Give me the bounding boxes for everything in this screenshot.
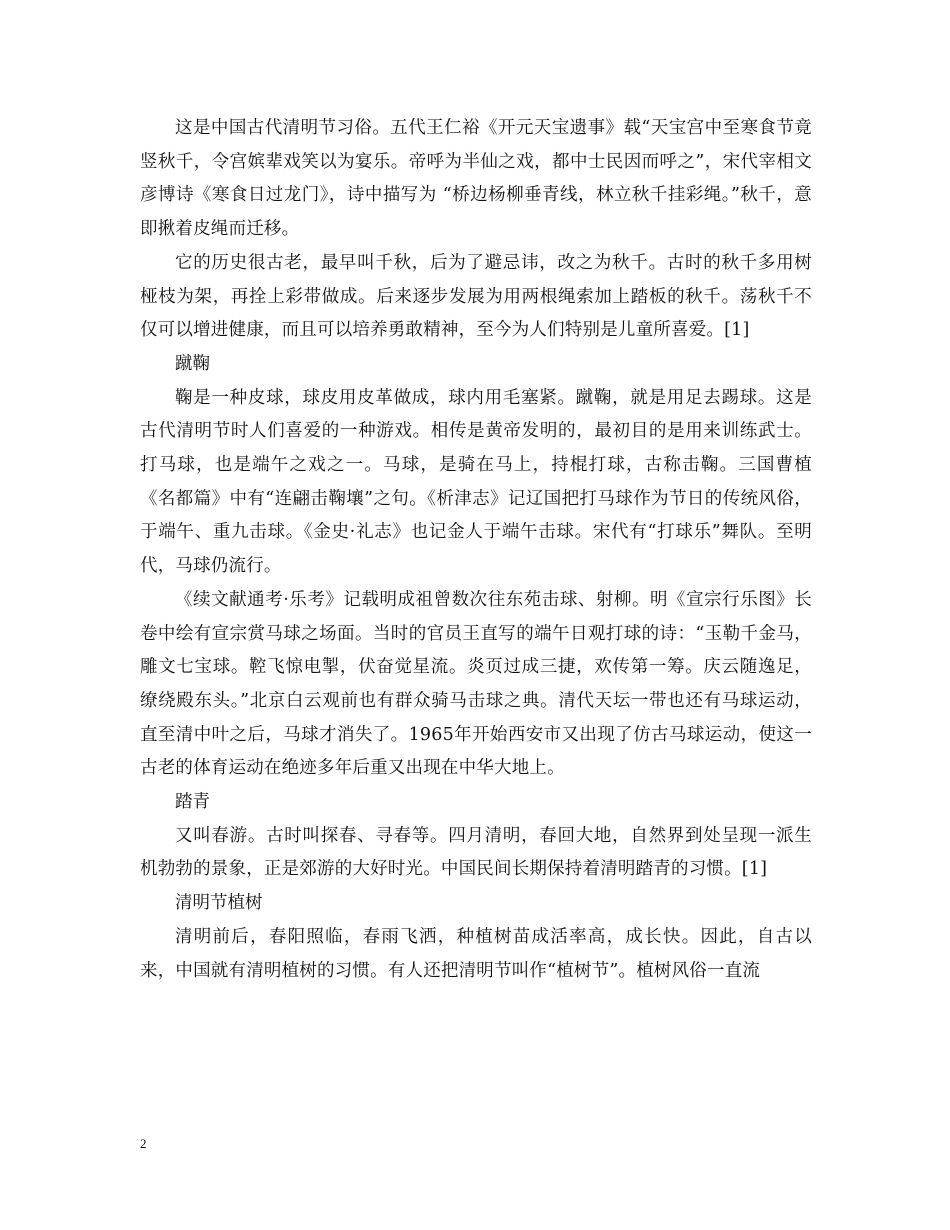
heading-cuju: 蹴鞠 bbox=[175, 353, 210, 374]
paragraph-swing-history: 它的历史很古老，最早叫千秋，后为了避忌讳，改之为秋千。古时的秋千多用树桠枝为架，再拴上彩带做成。后来逐步发展为用两根绳索加上踏板的秋千。荡秋千不仅可以增进健康，而且可以培养勇敢精神，至今为人们特别是儿童所喜爱。[1] bbox=[140, 252, 812, 341]
heading-taqing: 踏青 bbox=[175, 792, 210, 813]
paragraph-swing-origin: 这是中国古代清明节习俗。五代王仁裕《开元天宝遗事》载“天宝宫中至寒食节竟竖秋千，令宫嫔辈戏笑以为宴乐。帝呼为半仙之戏，都中士民因而呼之”，宋代宰相文彦博诗《寒食日过龙门》，诗中描写为 “桥边杨柳垂青线，林立秋千挂彩绳。”秋千，意即揪着皮绳而迁移。 bbox=[140, 118, 812, 240]
page-number: 2 bbox=[140, 1136, 147, 1151]
paragraph-polo: 《续文献通考·乐考》记载明成祖曾数次往东苑击球、射柳。明《宣宗行乐图》长卷中绘有宣宗赏马球之场面。当时的官员王直写的端午日观打球的诗：“玉勒千金马，雕文七宝球。鞚飞惊电掣，伏奋觉星流。炎页过成三捷，欢传第一筹。庆云随逸足，缭绕殿东头。”北京白云观前也有群众骑马击球之典。清代天坛一带也还有马球运动，直至清中叶之后，马球才消失了。1965年开始西安市又出现了仿古马球运动，使这一古老的体育运动在绝迹多年后重又出现在中华大地上。 bbox=[140, 589, 812, 779]
paragraph-taqing: 又叫春游。古时叫探春、寻春等。四月清明，春回大地，自然界到处呈现一派生机勃勃的景象，正是郊游的大好时光。中国民间长期保持着清明踏青的习惯。[1] bbox=[140, 825, 812, 880]
document-page bbox=[140, 112, 812, 988]
paragraph-tree-planting: 清明前后，春阳照临，春雨飞洒，种植树苗成活率高，成长快。因此，自古以来，中国就有清明植树的习惯。有人还把清明节叫作“植树节”。植树风俗一直流 bbox=[140, 926, 812, 981]
paragraph-cuju: 鞠是一种皮球，球皮用皮革做成，球内用毛塞紧。蹴鞠，就是用足去踢球。这是古代清明节时人们喜爱的一种游戏。相传是黄帝发明的，最初目的是用来训练武士。打马球，也是端午之戏之一。马球，是骑在马上，持棍打球，古称击鞠。三国曹植《名都篇》中有“连翩击鞠壤”之句。《析津志》记辽国把打马球作为节日的传统风俗，于端午、重九击球。《金史·礼志》也记金人于端午击球。宋代有“打球乐”舞队。至明代，马球仍流行。 bbox=[140, 387, 812, 577]
heading-tree-planting: 清明节植树 bbox=[175, 893, 263, 914]
